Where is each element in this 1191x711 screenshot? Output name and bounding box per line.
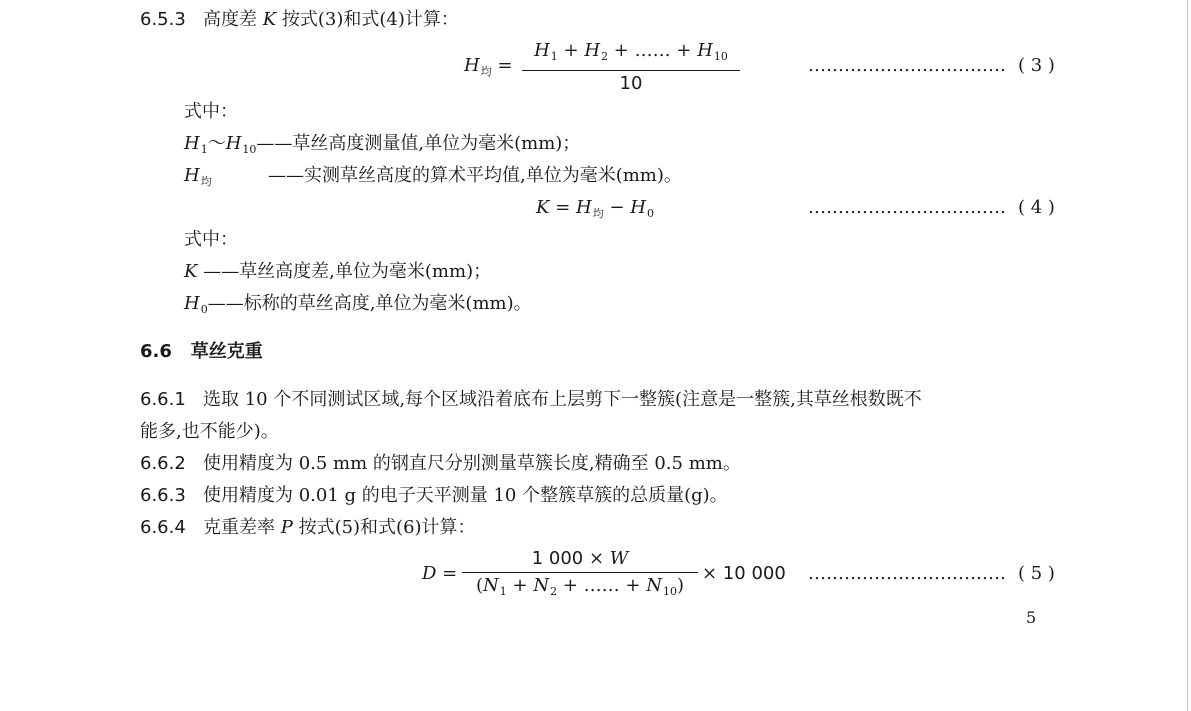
eq3-h2-sub: 2 <box>601 50 609 63</box>
def2-symbol: H <box>184 165 200 186</box>
eq5-leader-dots: …………………………… <box>808 563 1006 584</box>
def2-sub: 均 <box>200 175 212 188</box>
eq3-leader-dots: …………………………… <box>808 55 1006 76</box>
eq4-equals: = <box>555 197 571 218</box>
def1-symbol: H <box>184 133 200 154</box>
definition-h1-h10 <box>184 132 580 162</box>
def4-sub: 0 <box>200 303 208 316</box>
eq5-plus: + <box>562 575 578 596</box>
page-number: 5 <box>1026 608 1037 627</box>
clause-text: 选取 10 个不同测试区域,每个区域沿着底布上层剪下一整簇(注意是一整簇,其草丝根数既不 <box>202 389 922 410</box>
clause-text: 高度差 <box>202 9 263 30</box>
eq5-n10-sub: 10 <box>662 585 677 598</box>
variable-k: K <box>262 9 277 30</box>
def1-text: ——草丝高度测量值,单位为毫米(mm)； <box>256 133 581 154</box>
variable-p: P <box>280 517 293 538</box>
eq3-h10: H <box>697 40 713 61</box>
section-title: 草丝克重 <box>190 341 263 362</box>
definition-h-avg <box>184 164 212 194</box>
eq5-times: × <box>702 563 718 584</box>
eq5-1000: 1 000 <box>531 548 584 569</box>
eq4-leader-dots: …………………………… <box>808 197 1006 218</box>
page-edge-line <box>1187 0 1188 711</box>
eq4-minus: − <box>609 197 625 218</box>
eq3-fraction <box>522 40 740 95</box>
eq3-lhs <box>464 54 513 84</box>
clause-6-6-2 <box>140 452 741 476</box>
eq3-plus: + <box>563 40 579 61</box>
def3-symbol: K <box>184 261 198 282</box>
clause-6-6-3 <box>140 484 728 508</box>
def3-text: ——草丝高度差,单位为毫米(mm)； <box>203 261 492 282</box>
eq5-rparen: ) <box>676 575 684 596</box>
definition-k <box>184 260 491 284</box>
eq3-denominator: 10 <box>619 73 643 94</box>
section-6-6-heading <box>140 340 263 364</box>
eq3-h1: H <box>534 40 550 61</box>
eq5-fraction-bar <box>462 572 698 573</box>
eq5-numerator <box>462 548 698 570</box>
eq3-numerator <box>522 40 740 68</box>
clause-6-6-1-cont: 能多,也不能少)。 <box>140 421 279 442</box>
eq5-lhs-symbol: D <box>422 563 437 584</box>
def2-text: ——实测草丝高度的算术平均值,单位为毫米(mm)。 <box>268 165 682 186</box>
eq3-h1-sub: 1 <box>550 50 558 63</box>
eq5-w: W <box>609 548 629 569</box>
eq5-ellipsis: …… <box>583 575 620 596</box>
eq4-h-avg-sub: 均 <box>592 207 604 220</box>
def1-tilde: ～ <box>207 133 226 154</box>
eq5-lparen: ( <box>476 575 484 596</box>
eq3-equals: = <box>497 55 513 76</box>
eq4-h0: H <box>630 197 646 218</box>
eq5-lhs <box>422 562 457 586</box>
where-label-2: 式中： <box>184 229 238 250</box>
eq3-fraction-bar <box>522 70 740 71</box>
eq4-number: ( 4 ) <box>1018 197 1055 218</box>
eq5-plus: + <box>512 575 528 596</box>
clause-text-cont: 按式(3)和式(4)计算： <box>276 9 459 30</box>
eq3-number: ( 3 ) <box>1018 55 1055 76</box>
eq5-denominator <box>462 575 698 603</box>
def1-symbol2: H <box>225 133 242 154</box>
clause-number: 6.6.3 <box>140 485 186 506</box>
eq5-fraction <box>462 548 698 603</box>
eq5-multiplier <box>702 562 786 586</box>
eq3-lhs-sub: 均 <box>480 65 492 78</box>
eq3-h2: H <box>584 40 601 61</box>
clause-number: 6.6.4 <box>140 517 186 538</box>
def1-sub1: 1 <box>200 143 208 156</box>
eq5-n2-sub: 2 <box>550 585 558 598</box>
clause-6-6-4 <box>140 516 476 540</box>
clause-text-cont: 按式(5)和式(6)计算： <box>292 517 476 538</box>
eq3-plus: + <box>676 40 692 61</box>
definition-h0 <box>184 292 532 322</box>
eq5-n10: N <box>646 575 662 596</box>
eq3-lhs-symbol: H <box>464 55 480 76</box>
eq5-times: × <box>588 548 605 569</box>
section-number: 6.6 <box>140 341 172 362</box>
eq5-plus: + <box>625 575 641 596</box>
eq5-n1: N <box>483 575 499 596</box>
eq3-h10-sub: 10 <box>713 50 728 63</box>
eq5-10000: 10 000 <box>722 563 786 584</box>
clause-text: 使用精度为 0.01 g 的电子天平测量 10 个整簇草簇的总质量(g)。 <box>202 485 728 506</box>
clause-number: 6.6.2 <box>140 453 186 474</box>
eq4-h-avg: H <box>576 197 592 218</box>
clause-number: 6.6.1 <box>140 389 186 410</box>
eq5-n2: N <box>533 575 550 596</box>
clause-text: 克重差率 <box>202 517 281 538</box>
eq4-expression <box>536 196 654 226</box>
clause-number: 6.5.3 <box>140 9 186 30</box>
eq5-equals: = <box>442 563 458 584</box>
eq4-lhs: K <box>536 197 550 218</box>
clause-6-5-3 <box>140 8 459 32</box>
def4-symbol: H <box>184 293 200 314</box>
def4-text: ——标称的草丝高度,单位为毫米(mm)。 <box>207 293 532 314</box>
eq5-n1-sub: 1 <box>499 585 507 598</box>
eq4-h0-sub: 0 <box>646 207 654 220</box>
def1-sub2: 10 <box>242 143 257 156</box>
clause-6-6-1 <box>140 388 922 412</box>
eq5-number: ( 5 ) <box>1018 563 1055 584</box>
where-label-1: 式中： <box>184 101 238 122</box>
eq3-ellipsis: …… <box>634 40 671 61</box>
eq3-plus: + <box>613 40 629 61</box>
clause-text: 使用精度为 0.5 mm 的钢直尺分别测量草簇长度,精确至 0.5 mm。 <box>202 453 741 474</box>
